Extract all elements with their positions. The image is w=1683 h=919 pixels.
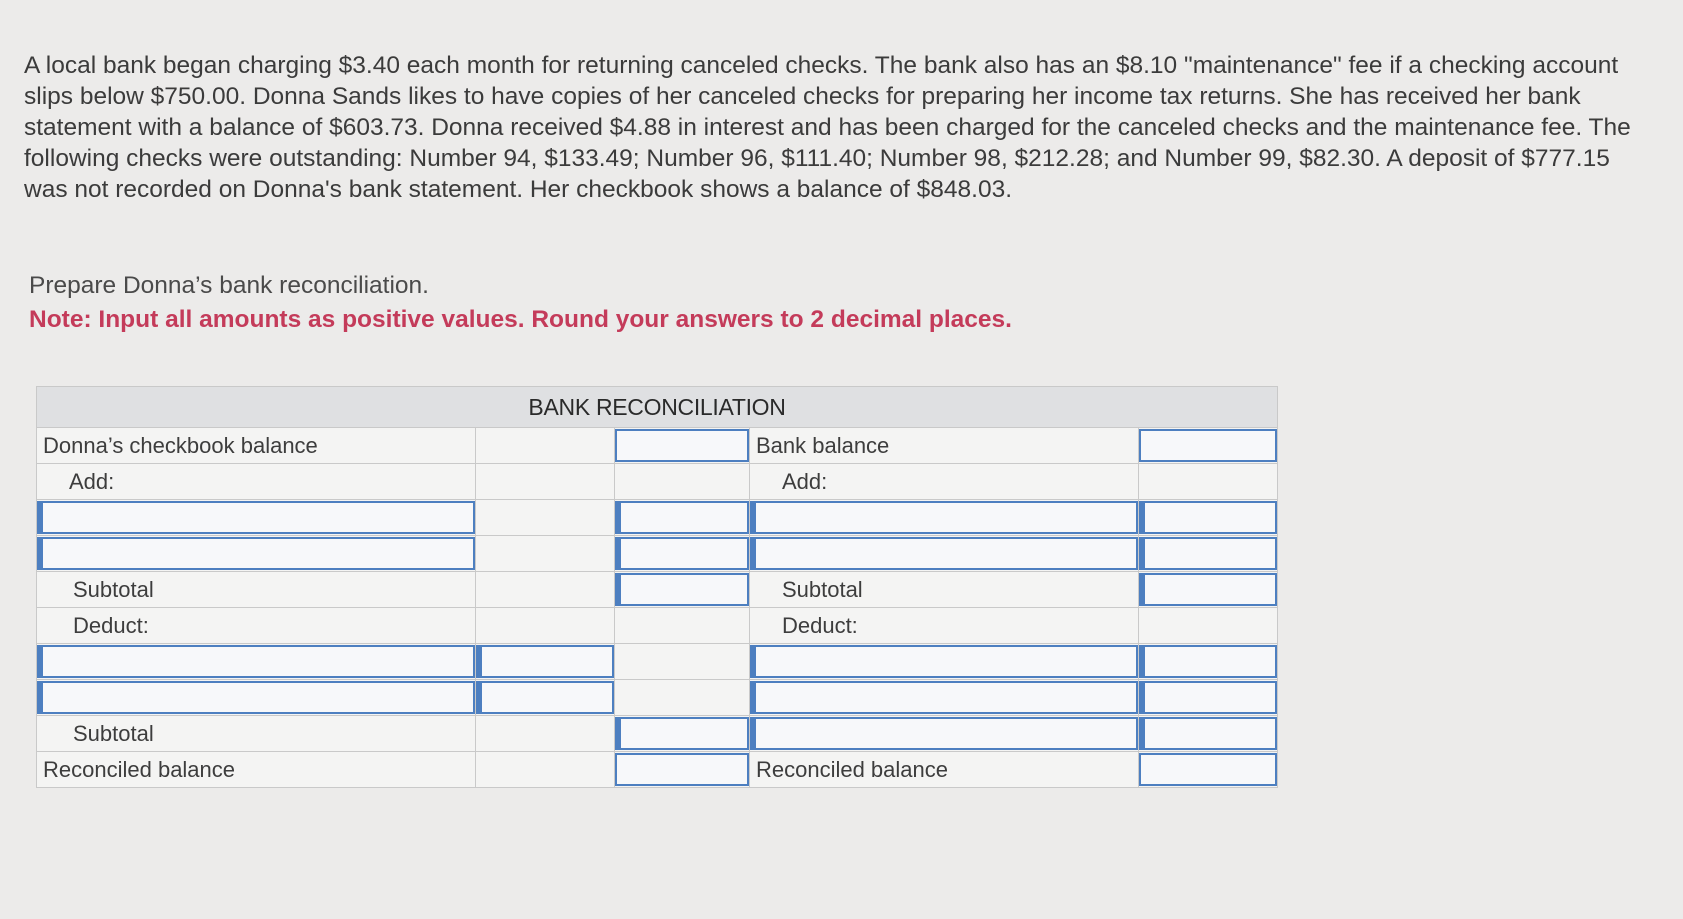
empty-cell [614,464,749,500]
instruction-text: Prepare Donna’s bank reconciliation. [29,272,429,299]
left-subtotal-2-label: Subtotal [37,716,476,752]
left-deduct-amount-1-input[interactable] [476,645,614,678]
left-deduct-label: Deduct: [37,608,476,644]
left-subtotal-2-input[interactable] [615,717,749,750]
empty-cell [1138,464,1277,500]
right-deduct-amount-3-input[interactable] [1139,717,1277,750]
left-subtotal-input[interactable] [615,573,749,606]
right-deduct-label: Deduct: [749,608,1138,644]
right-reconciled-label: Reconciled balance [749,752,1138,788]
right-deduct-amount-1-input[interactable] [1139,645,1277,678]
left-add-amount-2-input[interactable] [615,537,749,570]
checkbook-balance-input[interactable] [615,429,749,462]
right-subtotal-input[interactable] [1139,573,1277,606]
checkbook-balance-label: Donna’s checkbook balance [37,428,476,464]
empty-cell [475,428,614,464]
right-deduct-item-2-select[interactable] [750,681,1138,714]
problem-text: A local bank began charging $3.40 each month for returning canceled checks. The bank also has an $8.10 "maintenance" fee if a checking account slips below $750.00. Donna Sands likes to have copies of her canceled checks for preparing her income tax returns. She has received her bank statement with a balance of $603.73. Donna received $4.88 in interest and has been charged for the canceled checks and the maintenance fee. The following checks were outstanding: Number 94, $133.49; Number 96, $111.40; Number 98, $212.28; and Number 99, $82.30. A deposit of $777.15 was not recorded on Donna's bank statement. Her checkbook shows a balance of $848.03. [24,52,1631,203]
empty-cell [475,752,614,788]
left-deduct-amount-2-input[interactable] [476,681,614,714]
left-deduct-item-2-select[interactable] [37,681,475,714]
right-add-item-2-select[interactable] [750,537,1138,570]
left-reconciled-label: Reconciled balance [37,752,476,788]
left-add-label: Add: [37,464,476,500]
left-deduct-item-1-select[interactable] [37,645,475,678]
empty-cell [614,644,749,680]
right-deduct-item-1-select[interactable] [750,645,1138,678]
bank-balance-input[interactable] [1139,429,1277,462]
empty-cell [614,680,749,716]
empty-cell [475,716,614,752]
empty-cell [475,572,614,608]
empty-cell [475,464,614,500]
empty-cell [475,536,614,572]
left-add-amount-1-input[interactable] [615,501,749,534]
left-add-item-2-select[interactable] [37,537,475,570]
bank-balance-label: Bank balance [749,428,1138,464]
empty-cell [1138,608,1277,644]
right-deduct-amount-2-input[interactable] [1139,681,1277,714]
right-add-amount-2-input[interactable] [1139,537,1277,570]
empty-cell [614,608,749,644]
note-text: Note: Input all amounts as positive values. Round your answers to 2 decimal places. [29,306,1012,333]
right-subtotal-label: Subtotal [749,572,1138,608]
right-add-amount-1-input[interactable] [1139,501,1277,534]
right-reconciled-input[interactable] [1139,753,1277,786]
right-deduct-item-3-select[interactable] [750,717,1138,750]
empty-cell [475,608,614,644]
bank-reconciliation-table [36,386,1278,788]
table-title: BANK RECONCILIATION [37,387,1278,428]
left-reconciled-input[interactable] [615,753,749,786]
left-subtotal-label: Subtotal [37,572,476,608]
right-add-item-1-select[interactable] [750,501,1138,534]
left-add-item-1-select[interactable] [37,501,475,534]
right-add-label: Add: [749,464,1138,500]
empty-cell [475,500,614,536]
